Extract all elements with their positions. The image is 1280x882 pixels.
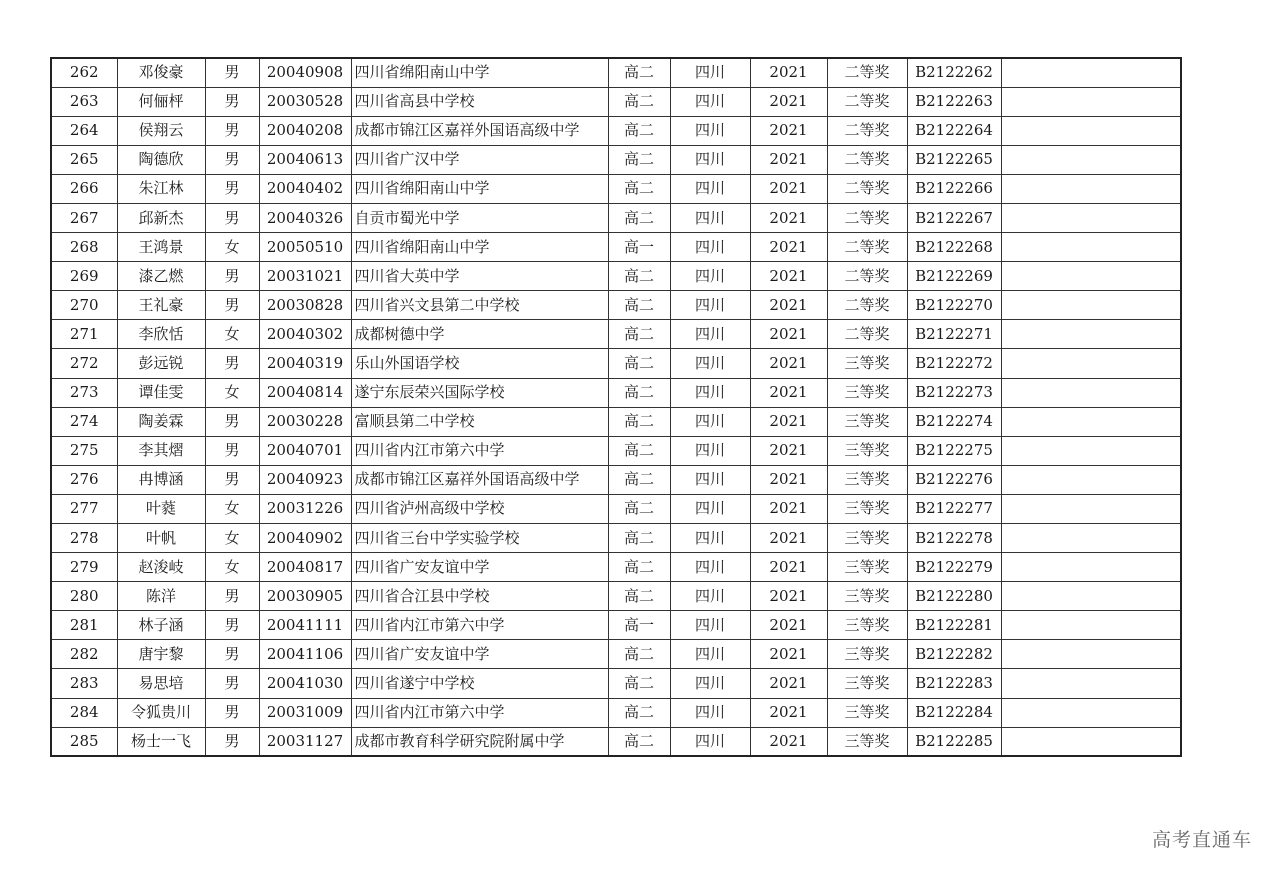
year-cell: 2021 bbox=[750, 320, 827, 349]
seq-cell: 270 bbox=[51, 291, 117, 320]
award-cell: 三等奖 bbox=[827, 640, 907, 669]
award-cell: 二等奖 bbox=[827, 262, 907, 291]
grade-cell: 高二 bbox=[608, 669, 670, 698]
birthdate-cell: 20031009 bbox=[259, 698, 351, 727]
year-cell: 2021 bbox=[750, 640, 827, 669]
year-cell: 2021 bbox=[750, 611, 827, 640]
name-cell: 漆乙燃 bbox=[117, 262, 205, 291]
gender-cell: 男 bbox=[205, 582, 259, 611]
remark-cell bbox=[1001, 233, 1181, 262]
school-cell: 四川省大英中学 bbox=[351, 262, 608, 291]
birthdate-cell: 20040326 bbox=[259, 203, 351, 232]
year-cell: 2021 bbox=[750, 87, 827, 116]
remark-cell bbox=[1001, 465, 1181, 494]
cert-no-cell: B2122267 bbox=[907, 203, 1001, 232]
seq-cell: 273 bbox=[51, 378, 117, 407]
table-row bbox=[51, 262, 1181, 291]
table-row bbox=[51, 727, 1181, 756]
seq-cell: 276 bbox=[51, 465, 117, 494]
grade-cell: 高二 bbox=[608, 407, 670, 436]
year-cell: 2021 bbox=[750, 174, 827, 203]
cert-no-cell: B2122262 bbox=[907, 58, 1001, 87]
birthdate-cell: 20040701 bbox=[259, 436, 351, 465]
school-cell: 四川省广安友谊中学 bbox=[351, 640, 608, 669]
birthdate-cell: 20031021 bbox=[259, 262, 351, 291]
province-cell: 四川 bbox=[670, 291, 750, 320]
cert-no-cell: B2122266 bbox=[907, 174, 1001, 203]
school-cell: 四川省广安友谊中学 bbox=[351, 553, 608, 582]
province-cell: 四川 bbox=[670, 262, 750, 291]
remark-cell bbox=[1001, 203, 1181, 232]
birthdate-cell: 20040908 bbox=[259, 58, 351, 87]
year-cell: 2021 bbox=[750, 233, 827, 262]
gender-cell: 女 bbox=[205, 320, 259, 349]
award-cell: 三等奖 bbox=[827, 407, 907, 436]
award-cell: 三等奖 bbox=[827, 436, 907, 465]
table-row bbox=[51, 582, 1181, 611]
gender-cell: 男 bbox=[205, 436, 259, 465]
province-cell: 四川 bbox=[670, 378, 750, 407]
seq-cell: 280 bbox=[51, 582, 117, 611]
name-cell: 陈洋 bbox=[117, 582, 205, 611]
grade-cell: 高二 bbox=[608, 262, 670, 291]
school-cell: 四川省合江县中学校 bbox=[351, 582, 608, 611]
gender-cell: 女 bbox=[205, 553, 259, 582]
table-row bbox=[51, 87, 1181, 116]
table-row bbox=[51, 320, 1181, 349]
province-cell: 四川 bbox=[670, 669, 750, 698]
seq-cell: 269 bbox=[51, 262, 117, 291]
grade-cell: 高二 bbox=[608, 174, 670, 203]
year-cell: 2021 bbox=[750, 698, 827, 727]
grade-cell: 高二 bbox=[608, 58, 670, 87]
birthdate-cell: 20040208 bbox=[259, 116, 351, 145]
gender-cell: 男 bbox=[205, 611, 259, 640]
province-cell: 四川 bbox=[670, 611, 750, 640]
province-cell: 四川 bbox=[670, 116, 750, 145]
birthdate-cell: 20040613 bbox=[259, 145, 351, 174]
birthdate-cell: 20040902 bbox=[259, 524, 351, 553]
birthdate-cell: 20041030 bbox=[259, 669, 351, 698]
cert-no-cell: B2122283 bbox=[907, 669, 1001, 698]
remark-cell bbox=[1001, 87, 1181, 116]
award-cell: 三等奖 bbox=[827, 378, 907, 407]
grade-cell: 高二 bbox=[608, 727, 670, 756]
school-cell: 四川省兴文县第二中学校 bbox=[351, 291, 608, 320]
name-cell: 陶姜霖 bbox=[117, 407, 205, 436]
name-cell: 杨士一飞 bbox=[117, 727, 205, 756]
year-cell: 2021 bbox=[750, 465, 827, 494]
roster-body bbox=[51, 58, 1181, 756]
table-row bbox=[51, 436, 1181, 465]
province-cell: 四川 bbox=[670, 640, 750, 669]
table-row bbox=[51, 465, 1181, 494]
gender-cell: 男 bbox=[205, 174, 259, 203]
province-cell: 四川 bbox=[670, 582, 750, 611]
remark-cell bbox=[1001, 174, 1181, 203]
school-cell: 四川省内江市第六中学 bbox=[351, 698, 608, 727]
grade-cell: 高二 bbox=[608, 349, 670, 378]
school-cell: 富顺县第二中学校 bbox=[351, 407, 608, 436]
cert-no-cell: B2122273 bbox=[907, 378, 1001, 407]
province-cell: 四川 bbox=[670, 698, 750, 727]
school-cell: 成都市教育科学研究院附属中学 bbox=[351, 727, 608, 756]
gender-cell: 男 bbox=[205, 349, 259, 378]
name-cell: 叶蕤 bbox=[117, 494, 205, 523]
seq-cell: 266 bbox=[51, 174, 117, 203]
remark-cell bbox=[1001, 320, 1181, 349]
name-cell: 陶德欣 bbox=[117, 145, 205, 174]
year-cell: 2021 bbox=[750, 727, 827, 756]
table-row bbox=[51, 291, 1181, 320]
school-cell: 四川省绵阳南山中学 bbox=[351, 174, 608, 203]
grade-cell: 高一 bbox=[608, 233, 670, 262]
remark-cell bbox=[1001, 378, 1181, 407]
province-cell: 四川 bbox=[670, 233, 750, 262]
award-cell: 三等奖 bbox=[827, 349, 907, 378]
name-cell: 叶帆 bbox=[117, 524, 205, 553]
province-cell: 四川 bbox=[670, 203, 750, 232]
gender-cell: 男 bbox=[205, 465, 259, 494]
cert-no-cell: B2122280 bbox=[907, 582, 1001, 611]
cert-no-cell: B2122274 bbox=[907, 407, 1001, 436]
birthdate-cell: 20041111 bbox=[259, 611, 351, 640]
school-cell: 成都树德中学 bbox=[351, 320, 608, 349]
cert-no-cell: B2122275 bbox=[907, 436, 1001, 465]
gender-cell: 男 bbox=[205, 727, 259, 756]
grade-cell: 高二 bbox=[608, 145, 670, 174]
gender-cell: 女 bbox=[205, 524, 259, 553]
cert-no-cell: B2122271 bbox=[907, 320, 1001, 349]
grade-cell: 高一 bbox=[608, 611, 670, 640]
year-cell: 2021 bbox=[750, 349, 827, 378]
seq-cell: 268 bbox=[51, 233, 117, 262]
award-cell: 二等奖 bbox=[827, 116, 907, 145]
award-cell: 三等奖 bbox=[827, 611, 907, 640]
gender-cell: 女 bbox=[205, 378, 259, 407]
name-cell: 王礼豪 bbox=[117, 291, 205, 320]
province-cell: 四川 bbox=[670, 145, 750, 174]
remark-cell bbox=[1001, 727, 1181, 756]
cert-no-cell: B2122284 bbox=[907, 698, 1001, 727]
table-row bbox=[51, 203, 1181, 232]
birthdate-cell: 20030905 bbox=[259, 582, 351, 611]
birthdate-cell: 20040817 bbox=[259, 553, 351, 582]
cert-no-cell: B2122264 bbox=[907, 116, 1001, 145]
table-row bbox=[51, 640, 1181, 669]
birthdate-cell: 20040814 bbox=[259, 378, 351, 407]
name-cell: 冉博涵 bbox=[117, 465, 205, 494]
table-row bbox=[51, 611, 1181, 640]
remark-cell bbox=[1001, 436, 1181, 465]
remark-cell bbox=[1001, 494, 1181, 523]
province-cell: 四川 bbox=[670, 553, 750, 582]
grade-cell: 高二 bbox=[608, 116, 670, 145]
name-cell: 易思培 bbox=[117, 669, 205, 698]
table-row bbox=[51, 407, 1181, 436]
birthdate-cell: 20040402 bbox=[259, 174, 351, 203]
remark-cell bbox=[1001, 582, 1181, 611]
school-cell: 四川省绵阳南山中学 bbox=[351, 58, 608, 87]
seq-cell: 285 bbox=[51, 727, 117, 756]
province-cell: 四川 bbox=[670, 349, 750, 378]
table-row bbox=[51, 116, 1181, 145]
school-cell: 四川省高县中学校 bbox=[351, 87, 608, 116]
grade-cell: 高二 bbox=[608, 524, 670, 553]
province-cell: 四川 bbox=[670, 436, 750, 465]
gender-cell: 男 bbox=[205, 87, 259, 116]
remark-cell bbox=[1001, 407, 1181, 436]
grade-cell: 高二 bbox=[608, 640, 670, 669]
grade-cell: 高二 bbox=[608, 553, 670, 582]
province-cell: 四川 bbox=[670, 174, 750, 203]
seq-cell: 278 bbox=[51, 524, 117, 553]
remark-cell bbox=[1001, 524, 1181, 553]
gender-cell: 女 bbox=[205, 233, 259, 262]
cert-no-cell: B2122263 bbox=[907, 87, 1001, 116]
seq-cell: 281 bbox=[51, 611, 117, 640]
birthdate-cell: 20050510 bbox=[259, 233, 351, 262]
table-row bbox=[51, 145, 1181, 174]
school-cell: 四川省三台中学实验学校 bbox=[351, 524, 608, 553]
table-row bbox=[51, 494, 1181, 523]
birthdate-cell: 20030828 bbox=[259, 291, 351, 320]
gender-cell: 男 bbox=[205, 698, 259, 727]
grade-cell: 高二 bbox=[608, 203, 670, 232]
remark-cell bbox=[1001, 262, 1181, 291]
year-cell: 2021 bbox=[750, 116, 827, 145]
cert-no-cell: B2122279 bbox=[907, 553, 1001, 582]
school-cell: 四川省广汉中学 bbox=[351, 145, 608, 174]
remark-cell bbox=[1001, 640, 1181, 669]
cert-no-cell: B2122270 bbox=[907, 291, 1001, 320]
cert-no-cell: B2122269 bbox=[907, 262, 1001, 291]
name-cell: 唐宇黎 bbox=[117, 640, 205, 669]
school-cell: 四川省泸州高级中学校 bbox=[351, 494, 608, 523]
award-cell: 二等奖 bbox=[827, 145, 907, 174]
school-cell: 四川省绵阳南山中学 bbox=[351, 233, 608, 262]
table-row bbox=[51, 58, 1181, 87]
year-cell: 2021 bbox=[750, 58, 827, 87]
award-cell: 三等奖 bbox=[827, 698, 907, 727]
seq-cell: 283 bbox=[51, 669, 117, 698]
gender-cell: 男 bbox=[205, 58, 259, 87]
province-cell: 四川 bbox=[670, 407, 750, 436]
seq-cell: 267 bbox=[51, 203, 117, 232]
table-row bbox=[51, 524, 1181, 553]
gender-cell: 男 bbox=[205, 262, 259, 291]
gender-cell: 男 bbox=[205, 203, 259, 232]
seq-cell: 272 bbox=[51, 349, 117, 378]
remark-cell bbox=[1001, 349, 1181, 378]
school-cell: 自贡市蜀光中学 bbox=[351, 203, 608, 232]
year-cell: 2021 bbox=[750, 407, 827, 436]
gender-cell: 男 bbox=[205, 145, 259, 174]
award-roster-table bbox=[50, 57, 1182, 757]
gender-cell: 男 bbox=[205, 669, 259, 698]
province-cell: 四川 bbox=[670, 320, 750, 349]
birthdate-cell: 20031226 bbox=[259, 494, 351, 523]
remark-cell bbox=[1001, 553, 1181, 582]
year-cell: 2021 bbox=[750, 291, 827, 320]
year-cell: 2021 bbox=[750, 524, 827, 553]
award-cell: 二等奖 bbox=[827, 291, 907, 320]
name-cell: 谭佳雯 bbox=[117, 378, 205, 407]
year-cell: 2021 bbox=[750, 494, 827, 523]
remark-cell bbox=[1001, 611, 1181, 640]
cert-no-cell: B2122278 bbox=[907, 524, 1001, 553]
remark-cell bbox=[1001, 116, 1181, 145]
gender-cell: 女 bbox=[205, 494, 259, 523]
grade-cell: 高二 bbox=[608, 582, 670, 611]
birthdate-cell: 20041106 bbox=[259, 640, 351, 669]
table-row bbox=[51, 174, 1181, 203]
table-row bbox=[51, 553, 1181, 582]
remark-cell bbox=[1001, 669, 1181, 698]
province-cell: 四川 bbox=[670, 524, 750, 553]
name-cell: 何俪枰 bbox=[117, 87, 205, 116]
cert-no-cell: B2122281 bbox=[907, 611, 1001, 640]
grade-cell: 高二 bbox=[608, 87, 670, 116]
school-cell: 四川省内江市第六中学 bbox=[351, 611, 608, 640]
award-cell: 二等奖 bbox=[827, 203, 907, 232]
seq-cell: 279 bbox=[51, 553, 117, 582]
seq-cell: 274 bbox=[51, 407, 117, 436]
gender-cell: 男 bbox=[205, 291, 259, 320]
remark-cell bbox=[1001, 58, 1181, 87]
name-cell: 朱江林 bbox=[117, 174, 205, 203]
watermark-logo-text: 高考直通车 bbox=[1151, 829, 1252, 851]
name-cell: 侯翔云 bbox=[117, 116, 205, 145]
cert-no-cell: B2122268 bbox=[907, 233, 1001, 262]
seq-cell: 262 bbox=[51, 58, 117, 87]
table-row bbox=[51, 233, 1181, 262]
name-cell: 彭远锐 bbox=[117, 349, 205, 378]
remark-cell bbox=[1001, 291, 1181, 320]
year-cell: 2021 bbox=[750, 378, 827, 407]
province-cell: 四川 bbox=[670, 58, 750, 87]
seq-cell: 264 bbox=[51, 116, 117, 145]
table-row bbox=[51, 378, 1181, 407]
award-cell: 三等奖 bbox=[827, 582, 907, 611]
seq-cell: 282 bbox=[51, 640, 117, 669]
award-cell: 二等奖 bbox=[827, 320, 907, 349]
cert-no-cell: B2122282 bbox=[907, 640, 1001, 669]
year-cell: 2021 bbox=[750, 553, 827, 582]
remark-cell bbox=[1001, 698, 1181, 727]
name-cell: 邱新杰 bbox=[117, 203, 205, 232]
cert-no-cell: B2122285 bbox=[907, 727, 1001, 756]
award-cell: 三等奖 bbox=[827, 524, 907, 553]
name-cell: 李其熠 bbox=[117, 436, 205, 465]
name-cell: 邓俊豪 bbox=[117, 58, 205, 87]
table-row bbox=[51, 669, 1181, 698]
cert-no-cell: B2122265 bbox=[907, 145, 1001, 174]
award-cell: 三等奖 bbox=[827, 727, 907, 756]
birthdate-cell: 20031127 bbox=[259, 727, 351, 756]
school-cell: 遂宁东辰荣兴国际学校 bbox=[351, 378, 608, 407]
grade-cell: 高二 bbox=[608, 320, 670, 349]
birthdate-cell: 20040302 bbox=[259, 320, 351, 349]
table-row bbox=[51, 698, 1181, 727]
seq-cell: 271 bbox=[51, 320, 117, 349]
school-cell: 四川省内江市第六中学 bbox=[351, 436, 608, 465]
year-cell: 2021 bbox=[750, 262, 827, 291]
award-cell: 二等奖 bbox=[827, 58, 907, 87]
cert-no-cell: B2122272 bbox=[907, 349, 1001, 378]
province-cell: 四川 bbox=[670, 727, 750, 756]
province-cell: 四川 bbox=[670, 87, 750, 116]
year-cell: 2021 bbox=[750, 582, 827, 611]
grade-cell: 高二 bbox=[608, 465, 670, 494]
year-cell: 2021 bbox=[750, 203, 827, 232]
grade-cell: 高二 bbox=[608, 698, 670, 727]
year-cell: 2021 bbox=[750, 436, 827, 465]
remark-cell bbox=[1001, 145, 1181, 174]
gender-cell: 男 bbox=[205, 116, 259, 145]
seq-cell: 265 bbox=[51, 145, 117, 174]
name-cell: 令狐贵川 bbox=[117, 698, 205, 727]
name-cell: 赵浚岐 bbox=[117, 553, 205, 582]
grade-cell: 高二 bbox=[608, 436, 670, 465]
seq-cell: 263 bbox=[51, 87, 117, 116]
gender-cell: 男 bbox=[205, 640, 259, 669]
award-cell: 三等奖 bbox=[827, 494, 907, 523]
grade-cell: 高二 bbox=[608, 291, 670, 320]
province-cell: 四川 bbox=[670, 465, 750, 494]
gender-cell: 男 bbox=[205, 407, 259, 436]
name-cell: 王鸿景 bbox=[117, 233, 205, 262]
award-cell: 三等奖 bbox=[827, 553, 907, 582]
table-row bbox=[51, 349, 1181, 378]
grade-cell: 高二 bbox=[608, 494, 670, 523]
award-cell: 三等奖 bbox=[827, 465, 907, 494]
year-cell: 2021 bbox=[750, 145, 827, 174]
seq-cell: 284 bbox=[51, 698, 117, 727]
award-cell: 二等奖 bbox=[827, 174, 907, 203]
province-cell: 四川 bbox=[670, 494, 750, 523]
award-cell: 二等奖 bbox=[827, 87, 907, 116]
birthdate-cell: 20030528 bbox=[259, 87, 351, 116]
seq-cell: 275 bbox=[51, 436, 117, 465]
cert-no-cell: B2122276 bbox=[907, 465, 1001, 494]
award-cell: 三等奖 bbox=[827, 669, 907, 698]
grade-cell: 高二 bbox=[608, 378, 670, 407]
school-cell: 乐山外国语学校 bbox=[351, 349, 608, 378]
school-cell: 四川省遂宁中学校 bbox=[351, 669, 608, 698]
birthdate-cell: 20030228 bbox=[259, 407, 351, 436]
birthdate-cell: 20040319 bbox=[259, 349, 351, 378]
school-cell: 成都市锦江区嘉祥外国语高级中学 bbox=[351, 116, 608, 145]
seq-cell: 277 bbox=[51, 494, 117, 523]
cert-no-cell: B2122277 bbox=[907, 494, 1001, 523]
award-cell: 二等奖 bbox=[827, 233, 907, 262]
name-cell: 李欣恬 bbox=[117, 320, 205, 349]
school-cell: 成都市锦江区嘉祥外国语高级中学 bbox=[351, 465, 608, 494]
name-cell: 林子涵 bbox=[117, 611, 205, 640]
year-cell: 2021 bbox=[750, 669, 827, 698]
birthdate-cell: 20040923 bbox=[259, 465, 351, 494]
